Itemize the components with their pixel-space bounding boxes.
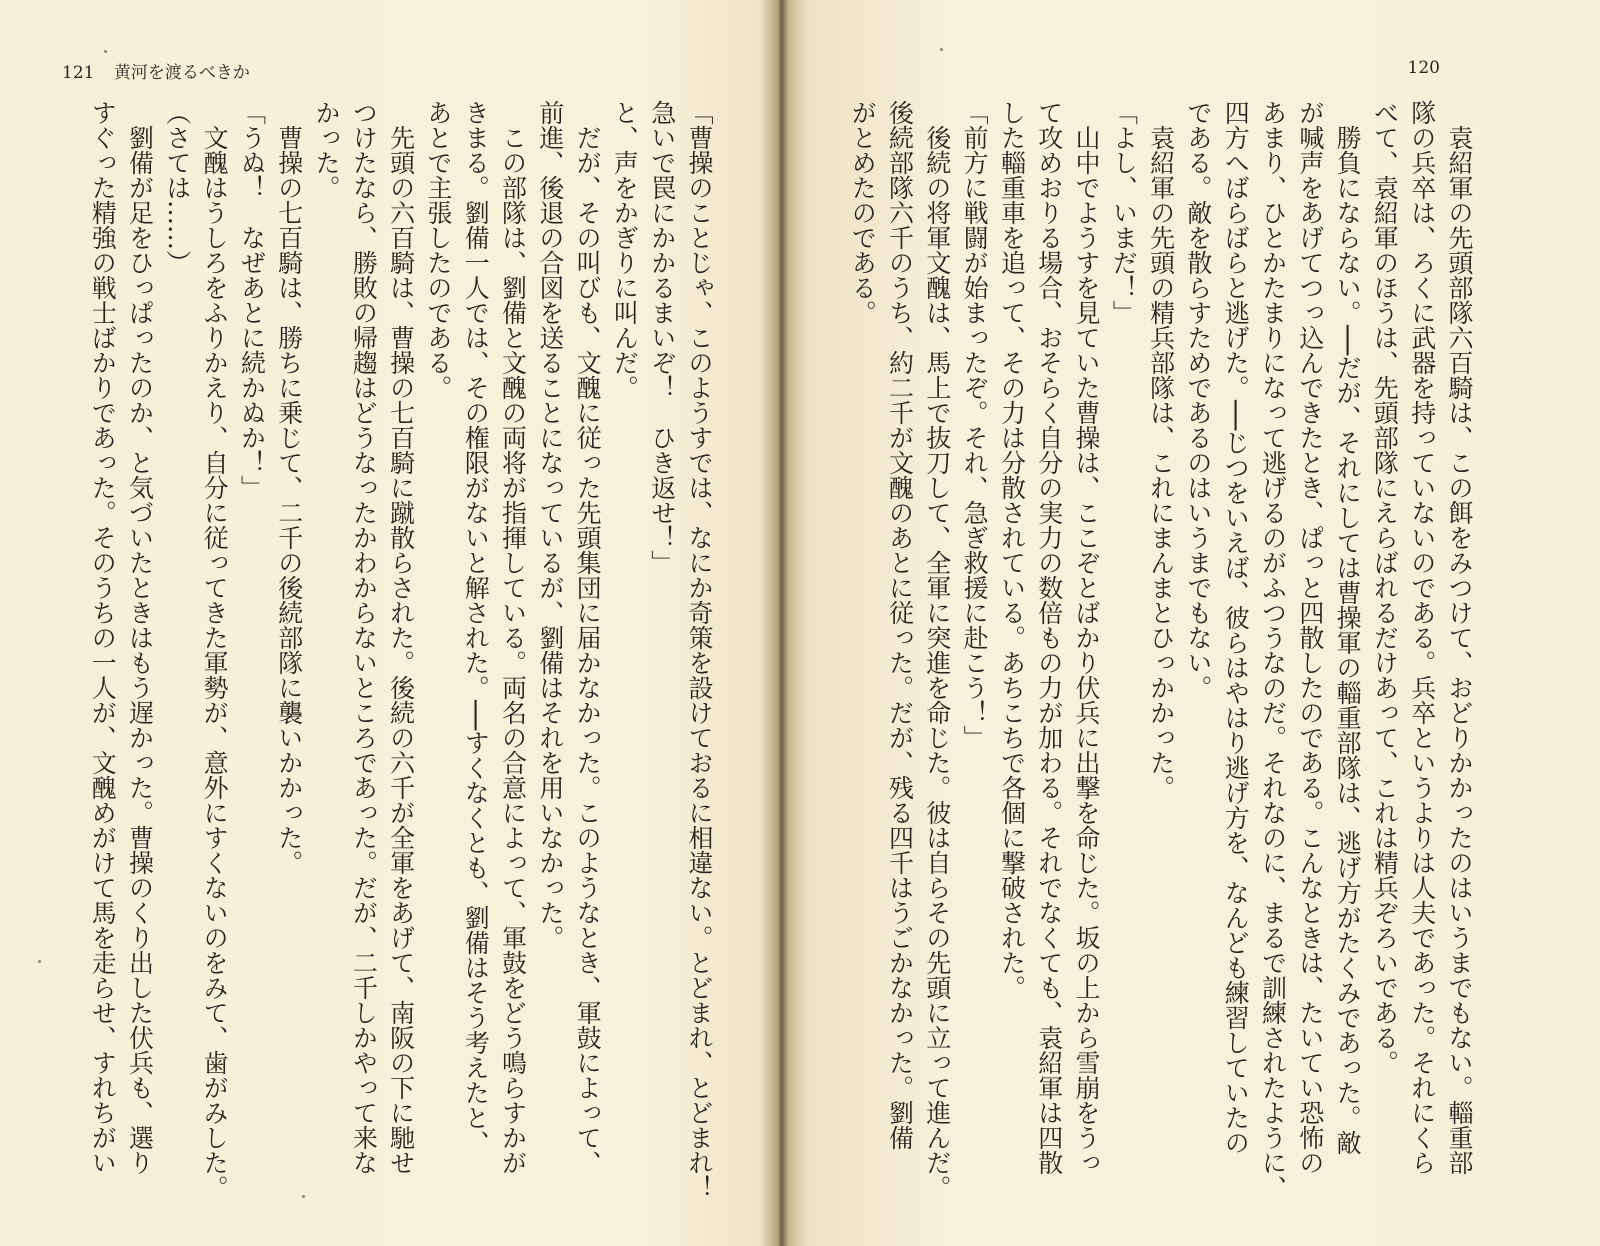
text-line: あまり、ひとかたまりになって逃げるのがふつうなのだ。それなのに、まるで訓練されたように、 <box>1258 100 1288 1200</box>
text-line: 後続部隊六千のうち、約二千が文醜のあとに従った。だが、残る四千はうごかなかった。劉備 <box>885 100 915 1150</box>
text-line: がとめたのである。 <box>848 100 878 325</box>
right-page-text <box>822 100 1478 1220</box>
text-line: この部隊は、劉備と文醜の両将が指揮している。両名の合意によって、軍鼓をどう鳴らすかが <box>498 100 528 1175</box>
text-line: だが、その叫びも、文醜に従った先頭集団に届かなかった。このようなとき、軍鼓によって、 <box>573 100 603 1175</box>
right-page <box>782 0 1600 1246</box>
text-line: 隊の兵卒は、ろくに武器を持っていないのである。兵卒というよりは人夫であった。それにくら <box>1407 100 1437 1175</box>
text-line: かった。 <box>312 100 342 200</box>
text-line: した輜重車を追って、その力は分散されている。あちこちで各個に撃破された。 <box>997 100 1027 1000</box>
left-page-number: 121 <box>62 63 95 83</box>
text-line: て攻めおりる場合、おそらく自分の実力の数倍もの力が加わる。それでなくても、袁紹軍は四散 <box>1034 100 1064 1175</box>
text-line: 袁紹軍の先頭の精兵部隊は、これにまんまとひっかかった。 <box>1146 100 1176 800</box>
left-page <box>0 0 782 1246</box>
paper-speck <box>38 960 41 963</box>
text-line: 文醜はうしろをふりかえり、自分に従ってきた軍勢が、意外にすくないのをみて、歯がみした。 <box>200 100 230 1200</box>
text-line: 急いで罠にかかるまいぞ！ ひき返せ！」 <box>647 100 677 575</box>
text-line: である。敵を散らすためであるのはいうまでもない。 <box>1183 100 1213 700</box>
paper-speck <box>302 1195 305 1198</box>
text-line: すぐった精強の戦士ばかりであった。そのうちの一人が、文醜めがけて馬を走らせ、すれちがい <box>88 100 118 1175</box>
text-line: つけたなら、勝敗の帰趨はどうなったかわからないところであった。だが、二千しかやって来な <box>349 100 379 1175</box>
text-line: と、声をかぎりに叫んだ。 <box>610 100 640 400</box>
text-line: 「前方に戦闘が始まったぞ。それ、急ぎ救援に赴こう！」 <box>960 100 990 750</box>
text-line: が喊声をあげてつっ込んできたとき、ぱっと四散したのである。こんなときは、たいてい恐怖の <box>1295 100 1325 1175</box>
text-line: 後続の将軍文醜は、馬上で抜刀して、全軍に突進を命じた。彼は自らその先頭に立って進んだ。 <box>922 100 952 1200</box>
running-head: 黄河を渡るべきか <box>113 63 250 83</box>
right-page-header <box>1408 58 1440 78</box>
text-line: あとで主張したのである。 <box>423 100 453 400</box>
text-line: 山中でようすを見ていた曹操は、ここぞとばかり伏兵に出撃を命じた。坂の上から雪崩をうっ <box>1072 100 1102 1175</box>
text-line: 袁紹軍の先頭部隊六百騎は、この餌をみつけて、おどりかかったのはいうまでもない。輜重部 <box>1445 100 1474 1175</box>
left-page-header <box>62 58 250 83</box>
text-line: 「よし、いまだ！」 <box>1109 100 1139 325</box>
text-line: （さては……） <box>162 100 192 275</box>
text-line: きまる。劉備一人では、その権限がないと解された。──すくなくとも、劉備はそう考えたと、 <box>461 100 491 1156</box>
text-line: 劉備が足をひっぱったのか、と気づいたときはもう遅かった。曹操のくり出した伏兵も、選り <box>125 100 155 1175</box>
text-line: 勝負にならない。──だが、それにしては曹操軍の輜重部隊は、逃げ方がたくみであった。敵 <box>1333 100 1363 1156</box>
paper-speck <box>104 50 107 53</box>
text-line: べて、袁紹軍のほうは、先頭部隊にえらばれるだけあって、これは精兵ぞろいである。 <box>1370 100 1400 1075</box>
text-line: 四方へばらばらと逃げた。──じつをいえば、彼らはやはり逃げ方を、なんども練習していたの <box>1221 100 1251 1156</box>
text-line: 「曹操のことじゃ、このようすでは、なにか奇策を設けておるに相違ない。とどまれ、とどまれ！ <box>685 100 714 1200</box>
text-line: 前進、後退の合図を送ることになっているが、劉備はそれを用いなかった。 <box>535 100 565 950</box>
left-page-text <box>56 100 718 1220</box>
text-line: 先頭の六百騎は、曹操の七百騎に蹴散らされた。後続の六千が全軍をあげて、南阪の下に馳せ <box>386 100 416 1175</box>
text-line: 「うぬ！ なぜあとに続かぬか！」 <box>237 100 267 500</box>
paper-speck <box>940 48 943 51</box>
text-line: 曹操の七百騎は、勝ちに乗じて、二千の後続部隊に襲いかかった。 <box>274 100 304 875</box>
right-page-number: 120 <box>1407 58 1440 78</box>
